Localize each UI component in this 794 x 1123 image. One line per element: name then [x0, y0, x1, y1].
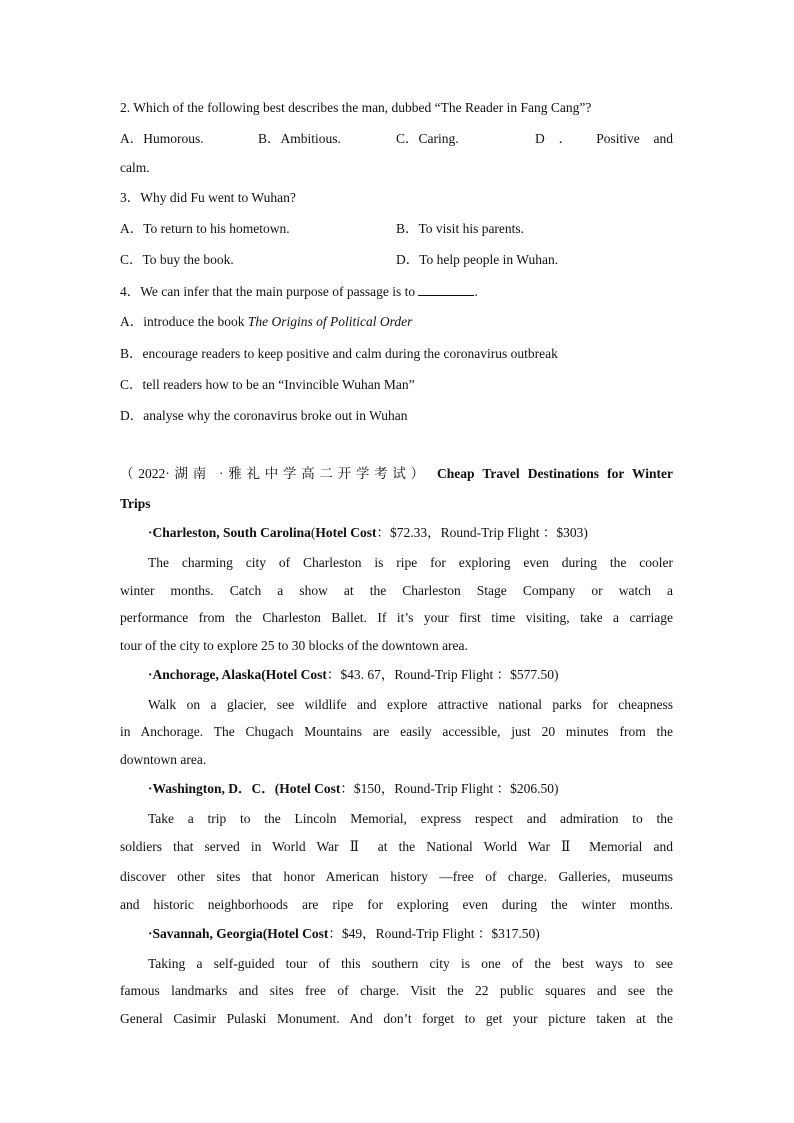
paragraph-line: soldiers that served in World War Ⅱ at the National World War Ⅱ Memorial and: [120, 839, 673, 854]
paragraph-line: Taking a self-guided tour of this southern city is one of the best ways to see: [148, 956, 673, 971]
destination-name: ·Washington, D．C．: [148, 781, 275, 796]
paragraph-line: winter months. Catch a show at the Charleston Stage Company or watch a: [120, 583, 673, 598]
destination-name: ·Savannah, Georgia: [148, 926, 263, 941]
destination-heading-anchorage: [148, 667, 559, 683]
q3-option-a: A．To return to his hometown.: [120, 221, 290, 236]
paragraph-line: discover other sites that honor American history —free of charge. Galleries, museums: [120, 869, 673, 884]
destination-heading-charleston: [148, 525, 588, 541]
passage-title-line-1: Cheap Travel Destinations for Winter: [437, 466, 674, 481]
paragraph-line: famous landmarks and sites free of charge. Visit the 22 public squares and see the: [120, 983, 673, 998]
paragraph-line: General Casimir Pulaski Monument. And don’t forget to get your picture taken at the: [120, 1011, 673, 1026]
paragraph-line: in Anchorage. The Chugach Mountains are easily accessible, just 20 minutes from the: [120, 724, 673, 739]
destination-heading-savannah: [148, 926, 540, 942]
hotel-cost-label: Hotel Cost: [315, 525, 377, 540]
paragraph-line: performance from the Charleston Ballet. If it’s your first time visiting, take a carriage: [120, 610, 673, 625]
cost-details: ：$150，Round-Trip Flight ：$206.50): [340, 781, 559, 796]
destination-name: ·Anchorage, Alaska: [148, 667, 262, 682]
q4-option-a: [120, 314, 412, 330]
question-4-stem: [120, 283, 478, 300]
q2-option-d: D ． Positive and: [535, 131, 673, 146]
q2-option-a: A．Humorous.: [120, 131, 204, 146]
q4-option-a-prefix: A．introduce the book: [120, 314, 245, 329]
paragraph-line: tour of the city to explore 25 to 30 blocks of the downtown area.: [120, 638, 468, 653]
passage-header: [120, 466, 673, 482]
cost-details: ：$72.33，Round-Trip Flight ：$303): [376, 525, 588, 540]
paragraph-line: and historic neighborhoods are ripe for exploring even during the winter months.: [120, 897, 673, 912]
q4-option-c: C．tell readers how to be an “Invincible Wuhan Man”: [120, 377, 415, 392]
q2-option-c: C．Caring.: [396, 131, 459, 146]
passage-source: （2022·湖南 ·雅礼中学高二开学考试）: [120, 466, 429, 481]
q3-option-b: B．To visit his parents.: [396, 221, 525, 236]
q2-option-d-continued: calm.: [120, 160, 150, 175]
hotel-cost-label: (Hotel Cost: [262, 926, 329, 941]
question-3-stem: 3．Why did Fu went to Wuhan?: [120, 190, 296, 205]
hotel-cost-label: (Hotel Cost: [274, 781, 341, 796]
paragraph-line: Walk on a glacier, see wildlife and explore attractive national parks for cheapness: [148, 697, 673, 712]
passage-title-line-2: Trips: [120, 496, 151, 511]
paragraph-line: The charming city of Charleston is ripe for exploring even during the cooler: [148, 555, 673, 570]
answer-blank: [418, 283, 474, 296]
cost-details: ：$43. 67，Round-Trip Flight ：$577.50): [326, 667, 559, 682]
destination-name: ·Charleston, South Carolina: [148, 525, 311, 540]
q4-stem-end: .: [474, 284, 478, 299]
hotel-cost-label: (Hotel Cost: [261, 667, 327, 682]
cost-details: ：$49，Round-Trip Flight ：$317.50): [328, 926, 540, 941]
q4-option-b: B．encourage readers to keep positive and calm during the coronavirus outbreak: [120, 346, 558, 361]
book-title: The Origins of Political Order: [247, 314, 413, 329]
question-2-stem: 2. Which of the following best describes the man, dubbed “The Reader in Fang Cang”?: [120, 100, 592, 115]
paren: (: [310, 525, 316, 540]
paragraph-line: Take a trip to the Lincoln Memorial, express respect and admiration to the: [148, 811, 673, 826]
q4-stem-text: 4．We can infer that the main purpose of passage is to: [120, 284, 416, 299]
q4-option-d: D．analyse why the coronavirus broke out in Wuhan: [120, 408, 408, 423]
destination-heading-washington: [148, 781, 559, 797]
q2-option-b: B．Ambitious.: [258, 131, 341, 146]
q3-option-d: D．To help people in Wuhan.: [396, 252, 559, 267]
q3-option-c: C．To buy the book.: [120, 252, 234, 267]
paragraph-line: downtown area.: [120, 752, 207, 767]
